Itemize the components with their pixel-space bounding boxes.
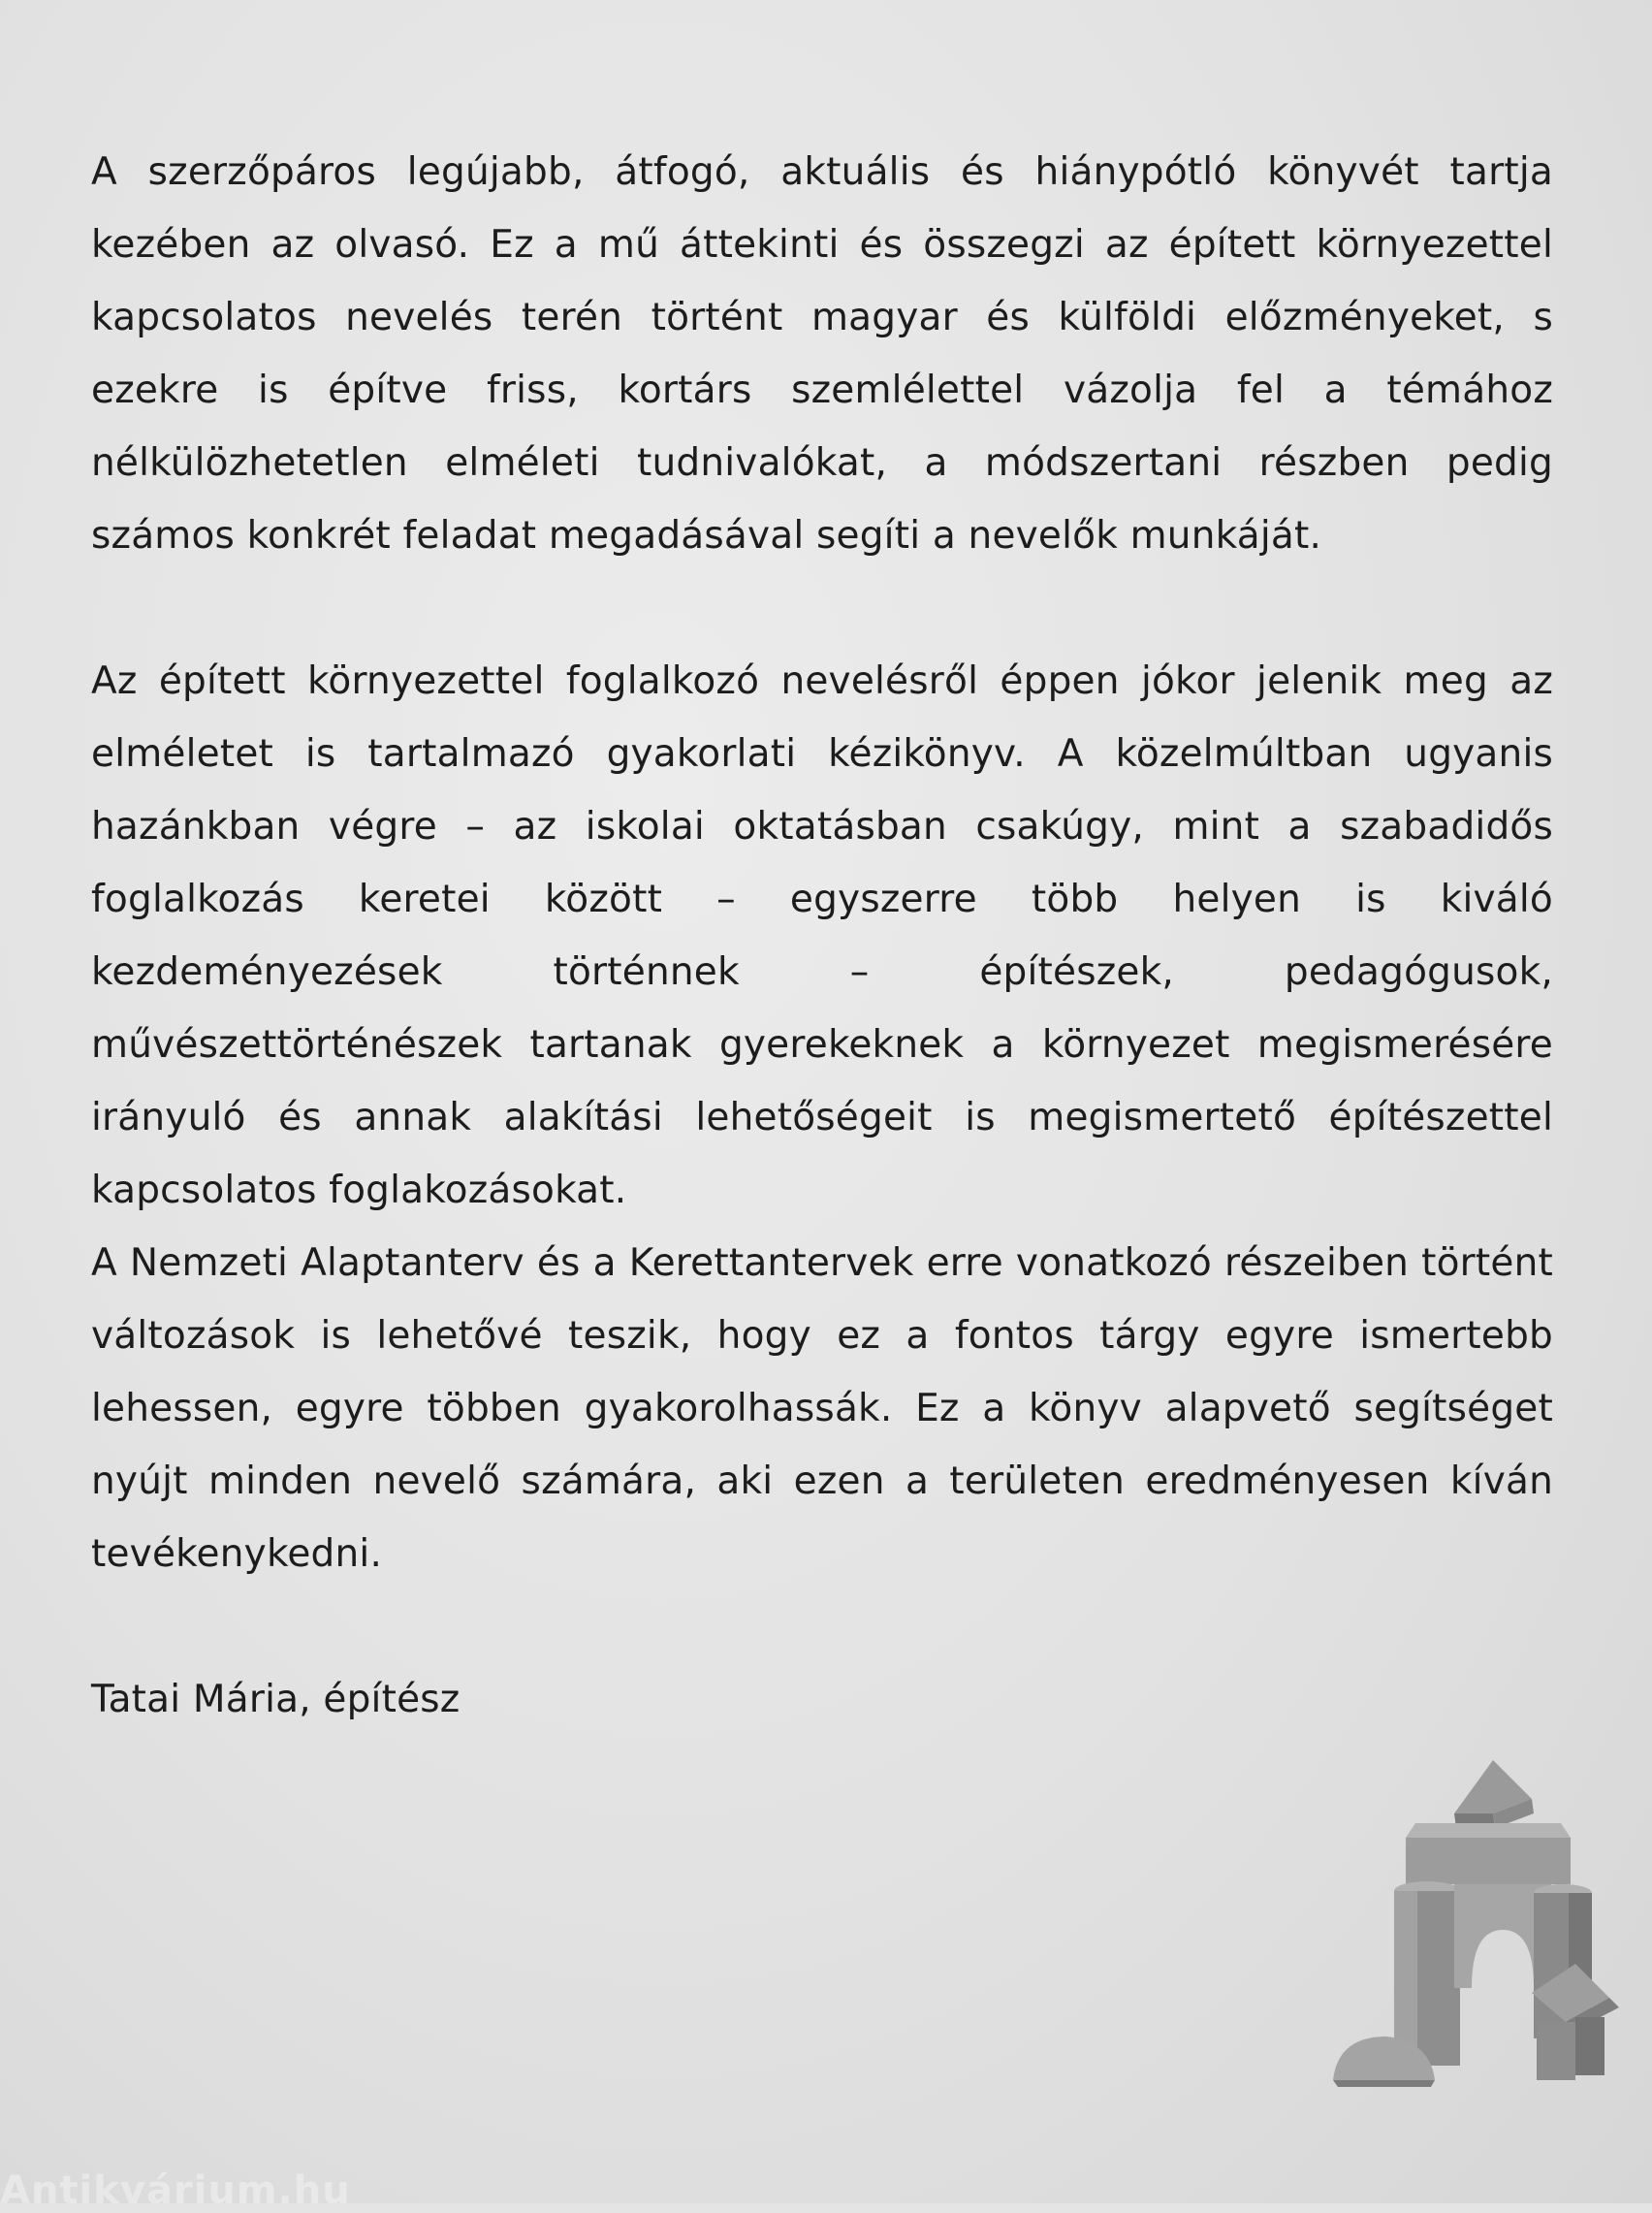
toy-building-blocks-arch-icon	[1318, 1746, 1638, 2114]
signature: Tatai Mária, építész	[91, 1678, 461, 1721]
paragraph-context: Az épített környezettel foglalkozó nevelésről éppen jókor jelenik meg az elméletet is tartalmazó gyakorlati kézikönyv. A közelmúltban ugyanis hazánkban végre – az iskolai oktatásban csakúgy, mint a szabadidős foglalkozás keretei között – egyszerre több helyen is kiváló kezdeményezések történnek – építészek, pedagógusok, művészettörténészek tartanak gyerekeknek a környezet megismerésére irányuló és annak alakítási lehetőségeit is megismertető építészettel kapcsolatos foglakozásokat.	[91, 659, 1553, 1212]
watermark: Antikvárium.hu	[0, 2168, 351, 2213]
paragraph-curriculum: A Nemzeti Alaptanterv és a Kerettantervek erre vonatkozó részeiben történt változások is lehetővé teszik, hogy ez a fontos tárgy egyre ismertebb lehessen, egyre többen gyakorolhassák. Ez a könyv alapvető segítséget nyújt minden nevelő számára, aki ezen a területen eredményesen kíván tevékenykedni.	[91, 1241, 1553, 1576]
blurb-text	[91, 136, 1553, 1736]
paragraph-intro: A szerzőpáros legújabb, átfogó, aktuális és hiánypótló könyvét tartja kezében az olvasó. Ez a mű áttekinti és összegzi az épített környezettel kapcsolatos nevelés terén történt magyar és külföldi előzményeket, s ezekre is építve friss, kortárs szemlélettel vázolja fel a témához nélkülözhetetlen elméleti tudnivalókat, a módszertani részben pedig számos konkrét feladat megadásával segíti a nevelők munkáját.	[91, 150, 1553, 558]
